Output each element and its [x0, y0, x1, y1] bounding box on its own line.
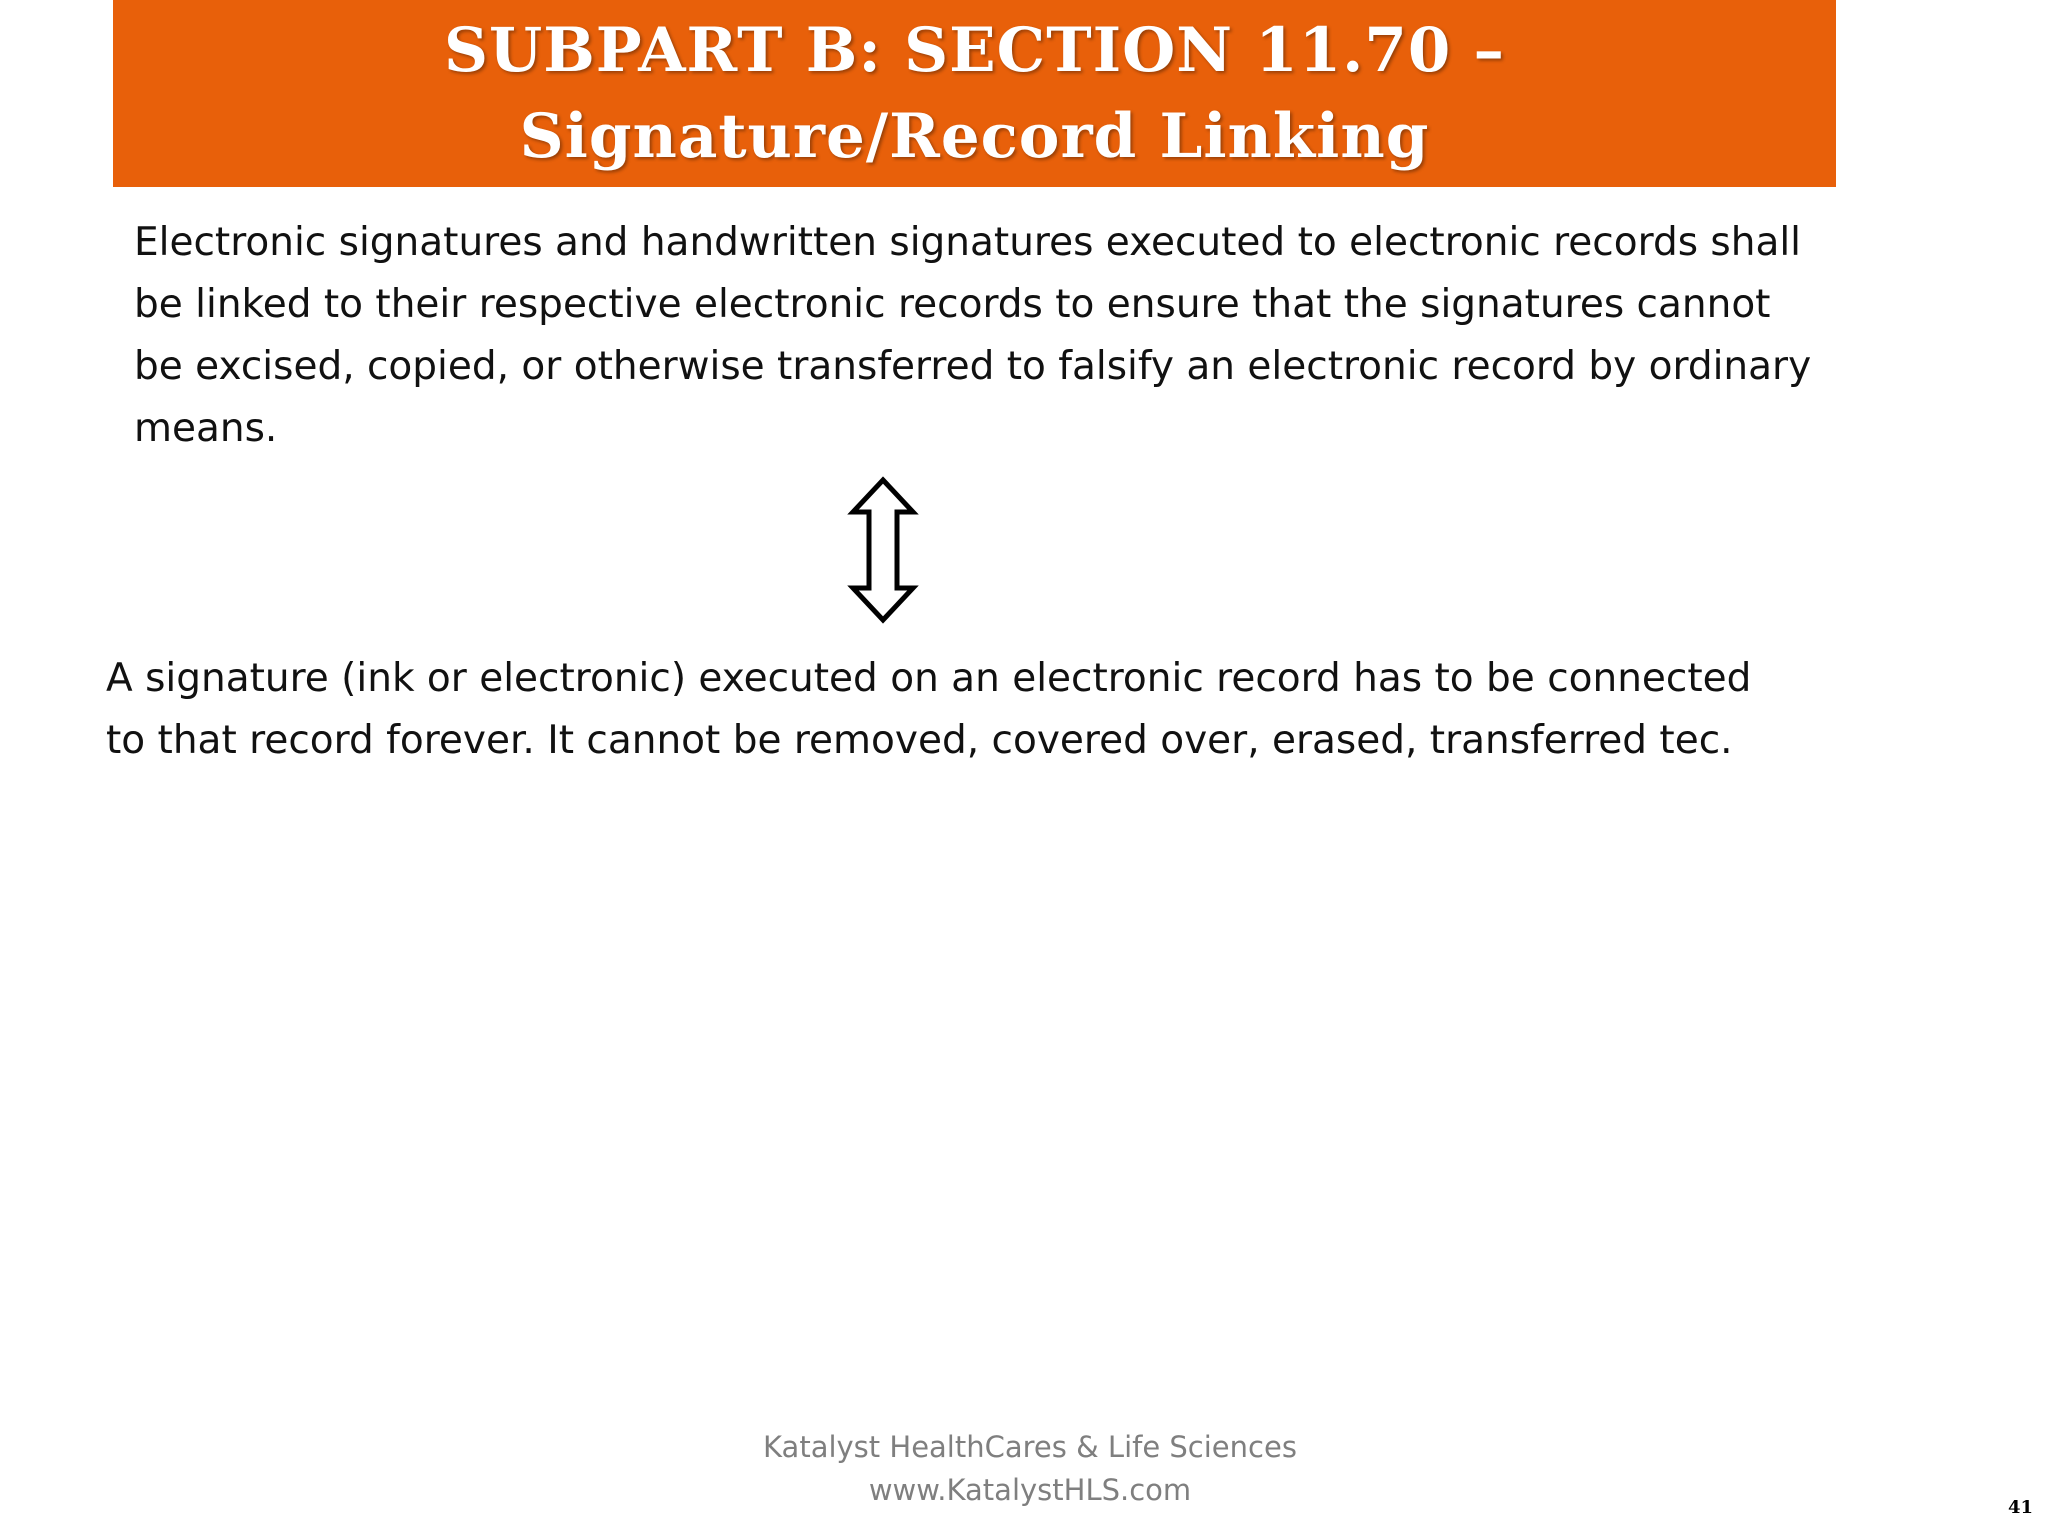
up-down-arrow-icon	[847, 476, 919, 624]
page-number: 41	[2007, 1497, 2033, 1518]
footer	[680, 1426, 1380, 1512]
title-bar	[113, 0, 1836, 187]
footer-url: www.KatalystHLS.com	[868, 1473, 1192, 1507]
regulation-text: Electronic signatures and handwritten signatures executed to electronic records shall be linked to their respective electronic records to ensure that the signatures cannot be excised, copied, or otherwise transferred to falsify an electronic record by ordinary means.	[134, 220, 1812, 451]
title-line-1: SUBPART B: SECTION 11.70 –	[443, 14, 1506, 86]
footer-company: Katalyst HealthCares & Life Sciences	[763, 1430, 1297, 1464]
title-line-2: Signature/Record Linking	[519, 100, 1430, 172]
explanation-text: A signature (ink or electronic) executed on an electronic record has to be connected to that record forever. It cannot be removed, covered over, erased, transferred tec.	[106, 656, 1752, 763]
